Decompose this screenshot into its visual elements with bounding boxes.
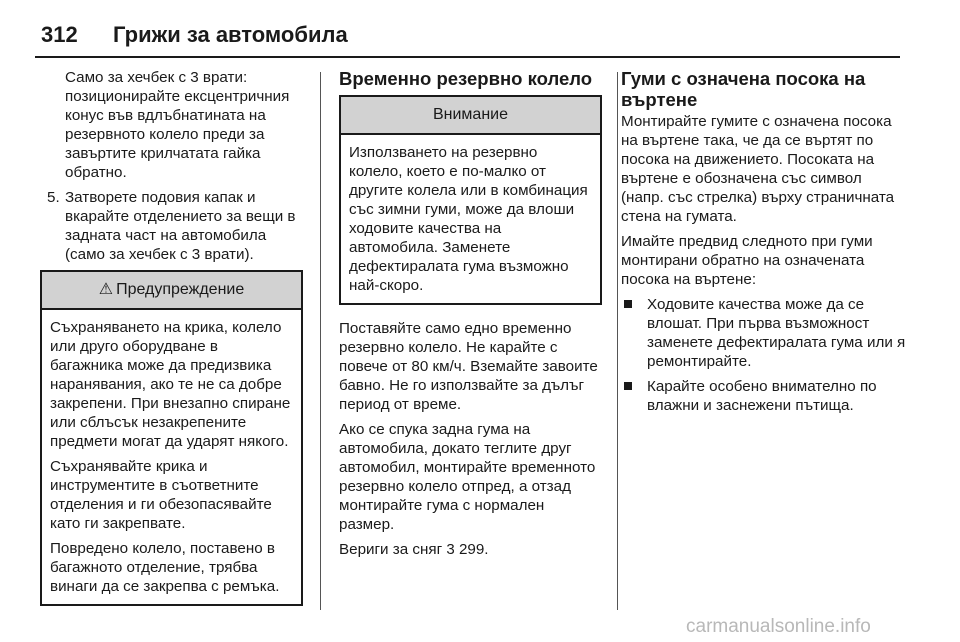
bullet-text: Ходовите качества може да се влошат. При първа възможност заменете дефектиралата гума или я ремонтирайте. <box>647 296 906 370</box>
warning-triangle-icon: ⚠ <box>98 281 114 298</box>
spare-paragraph-1: Поставяйте само едно временно резервно колело. Не карайте с повече от 80 км/ч. Вземайте завоите бавно. Не го използвайте за дълъг период от време. <box>339 320 598 413</box>
bullet-square-icon <box>624 300 632 308</box>
snow-chains-label: Вериги за сняг <box>339 541 443 558</box>
warning-paragraph-1: Съхраняването на крика, колело или друго оборудване в багажника може да предизвика наранявания, ако те не са добре закрепени. При внезапно спиране или сблъсък незакрепените предмети могат да ударят някого. <box>50 319 291 450</box>
step-5-number: 5. <box>47 189 60 206</box>
notice-header: Внимание <box>341 97 600 135</box>
page-reference-arrow-icon: 3 <box>446 541 455 558</box>
step-5-text: Затворете подовия капак и вкарайте отделението за вещи в задната част на автомобила (само за хечбек с 3 врати). <box>65 189 296 263</box>
step-4-continuation: Само за хечбек с 3 врати: позиционирайте ексцентричния конус във вдлъбнатината на резервното колело преди за завъртите крилчатата гайка обратно. <box>65 69 290 181</box>
page-header <box>35 14 915 56</box>
notice-body <box>341 135 600 303</box>
snow-chains-page[interactable]: 299. <box>458 541 489 558</box>
warning-title: Предупреждение <box>116 281 245 298</box>
column-2 <box>339 68 602 565</box>
page-number: 312 <box>41 22 78 47</box>
column-3 <box>621 68 906 421</box>
header-rule <box>35 56 900 58</box>
column-divider-1 <box>320 72 321 610</box>
bullet-text: Карайте особено внимателно по влажни и заснежени пътища. <box>647 378 877 414</box>
notice-text: Използването на резервно колело, което е по-малко от другите колела или в комбинация със зимни гуми, може да влоши ходовите качества на автомобила. Заменете дефектиралата гума възможно най-скоро. <box>349 144 588 294</box>
bullet-square-icon <box>624 382 632 390</box>
watermark: carmanualsonline.info <box>686 616 871 637</box>
column-divider-2 <box>617 72 618 610</box>
page-title: Грижи за автомобила <box>113 22 348 47</box>
section-heading-directional-tyres: Гуми с означена посока на въртене <box>621 68 866 110</box>
warning-paragraph-2: Съхранявайте крика и инструментите в съответните отделения и ги обезопасявайте като ги закрепвате. <box>50 458 272 532</box>
step-5 <box>40 188 303 264</box>
snow-chains-reference <box>339 540 602 559</box>
notice-box <box>339 95 602 305</box>
list-item <box>621 377 906 415</box>
directional-paragraph-2: Имайте предвид следното при гуми монтирани обратно на означената посока на въртене: <box>621 233 873 288</box>
list-item <box>621 295 906 371</box>
warning-box <box>40 270 303 606</box>
warning-paragraph-3: Повредено колело, поставено в багажното отделение, трябва винаги да се закрепва с ремъка. <box>50 540 280 595</box>
warning-body <box>42 310 301 604</box>
column-1 <box>40 68 303 616</box>
section-heading-temporary-spare: Временно резервно колело <box>339 68 593 89</box>
spare-paragraph-2: Ако се спука задна гума на автомобила, докато теглите друг автомобил, монтирайте временното резервно колело отпред, а отзад монтирайте гума с нормален размер. <box>339 421 596 533</box>
directional-paragraph-1: Монтирайте гумите с означена посока на въртене така, че да се въртят по посока на движението. Посоката на въртене е обозначена със символ (напр. със стрелка) върху страничната стена на гумата. <box>621 113 895 225</box>
warning-header <box>42 272 301 310</box>
